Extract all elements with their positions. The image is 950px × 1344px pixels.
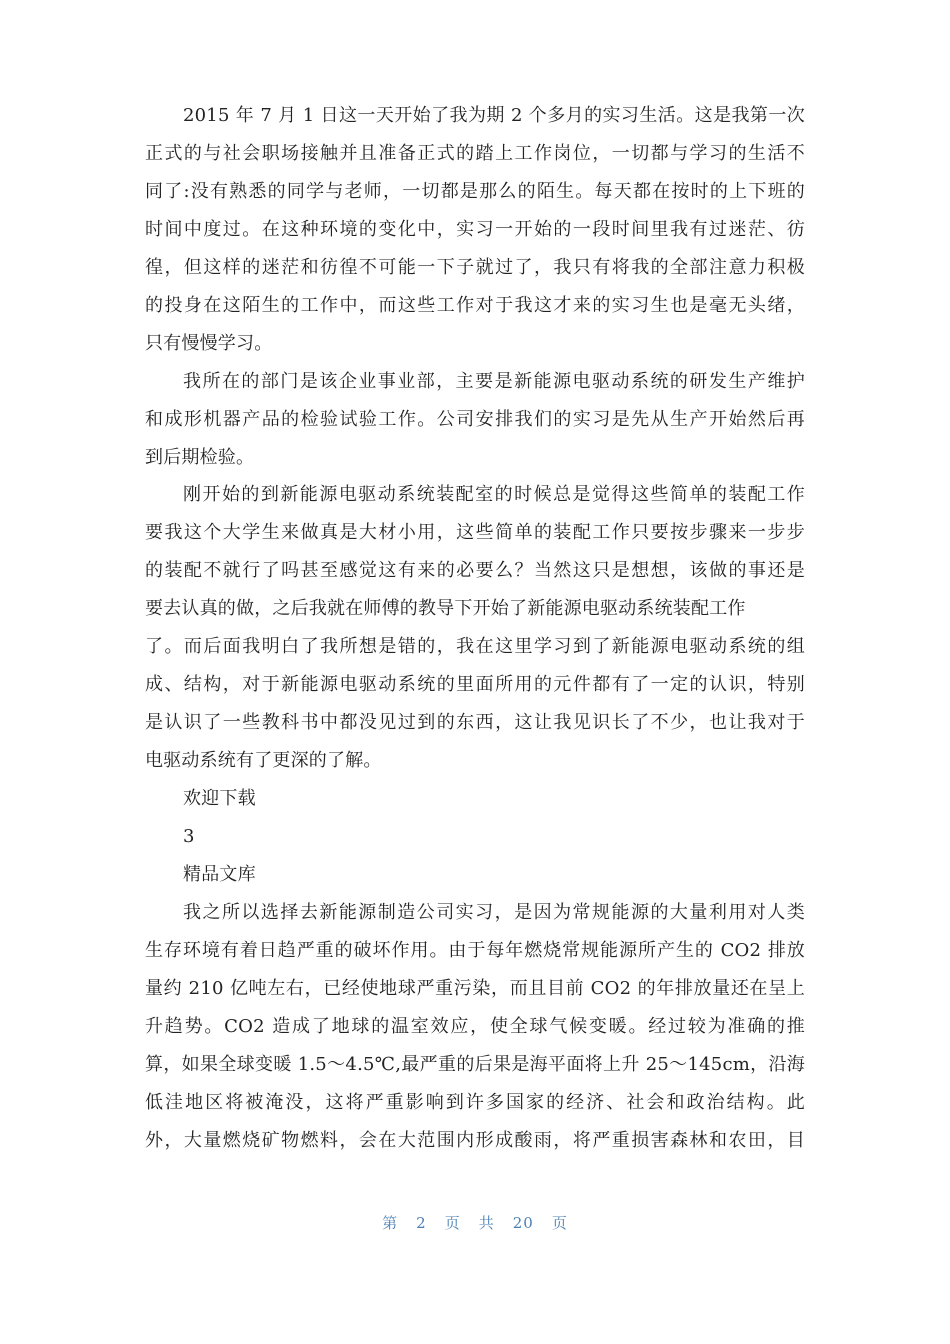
paragraph-line: 是认识了一些教科书中都没见过到的东西，这让我见识长了不少，也让我对于 — [145, 712, 805, 733]
paragraph-line: 了。而后面我明白了我所想是错的，我在这里学习到了新能源电驱动系统的组 — [145, 636, 805, 657]
paragraph-line: 时间中度过。在这种环境的变化中，实习一开始的一段时间里我有过迷茫、彷 — [145, 219, 805, 240]
paragraph-line: 电驱动系统有了更深的了解。 — [145, 750, 382, 771]
total-page-count: 20 — [512, 1214, 534, 1232]
paragraph-line: 的投身在这陌生的工作中，而这些工作对于我这才来的实习生也是毫无头绪， — [145, 295, 805, 316]
page-marker-number: 3 — [183, 826, 195, 847]
page-footer — [0, 1212, 950, 1233]
paragraph-line: 的装配不就行了吗甚至感觉这有来的必要么？当然这只是想想，该做的事还是 — [145, 560, 805, 581]
paragraph-line: 只有慢慢学习。 — [145, 333, 273, 354]
paragraph-line: 2015 年 7 月 1 日这一天开始了我为期 2 个多月的实习生活。这是我第一次 — [183, 105, 805, 126]
footer-word: 页 — [551, 1214, 568, 1232]
paragraph-line: 到后期检验。 — [145, 447, 255, 468]
paragraph-line: 刚开始的到新能源电驱动系统装配室的时候总是觉得这些简单的装配工作 — [183, 484, 805, 505]
paragraph-line: 低洼地区将被淹没，这将严重影响到许多国家的经济、社会和政治结构。此 — [145, 1092, 805, 1113]
download-welcome-text: 欢迎下载 — [183, 788, 256, 809]
current-page-number: 2 — [416, 1214, 427, 1232]
footer-word: 页 — [444, 1214, 461, 1232]
paragraph-line: 要我这个大学生来做真是大材小用，这些简单的装配工作只要按步骤来一步步 — [145, 522, 805, 543]
paragraph-line: 徨，但这样的迷茫和彷徨不可能一下子就过了，我只有将我的全部注意力积极 — [145, 257, 805, 278]
library-label: 精品文库 — [183, 864, 256, 885]
paragraph-line: 成、结构，对于新能源电驱动系统的里面所用的元件都有了一定的认识，特别 — [145, 674, 805, 695]
footer-word: 共 — [478, 1214, 495, 1232]
paragraph-line: 升趋势。CO2 造成了地球的温室效应，使全球气候变暖。经过较为准确的推 — [145, 1016, 805, 1037]
paragraph-line: 我所在的部门是该企业事业部，主要是新能源电驱动系统的研发生产维护 — [183, 371, 805, 392]
paragraph-line: 要去认真的做，之后我就在师傅的教导下开始了新能源电驱动系统装配工作 — [145, 598, 746, 619]
paragraph-line: 量约 210 亿吨左右，已经使地球严重污染，而且目前 CO2 的年排放量还在呈上 — [145, 978, 805, 999]
paragraph-line: 同了:没有熟悉的同学与老师，一切都是那么的陌生。每天都在按时的上下班的 — [145, 181, 805, 202]
paragraph-line: 生存环境有着日趋严重的破坏作用。由于每年燃烧常规能源所产生的 CO2 排放 — [145, 940, 805, 961]
paragraph-line: 正式的与社会职场接触并且准备正式的踏上工作岗位，一切都与学习的生活不 — [145, 143, 805, 164]
footer-word: 第 — [382, 1214, 399, 1232]
paragraph-line: 和成形机器产品的检验试验工作。公司安排我们的实习是先从生产开始然后再 — [145, 409, 805, 430]
paragraph-line: 外，大量燃烧矿物燃料，会在大范围内形成酸雨，将严重损害森林和农田，目 — [145, 1130, 805, 1151]
paragraph-line: 我之所以选择去新能源制造公司实习，是因为常规能源的大量利用对人类 — [183, 902, 805, 923]
paragraph-line: 算，如果全球变暖 1.5～4.5℃,最严重的后果是海平面将上升 25～145cm，沿海 — [145, 1054, 805, 1075]
